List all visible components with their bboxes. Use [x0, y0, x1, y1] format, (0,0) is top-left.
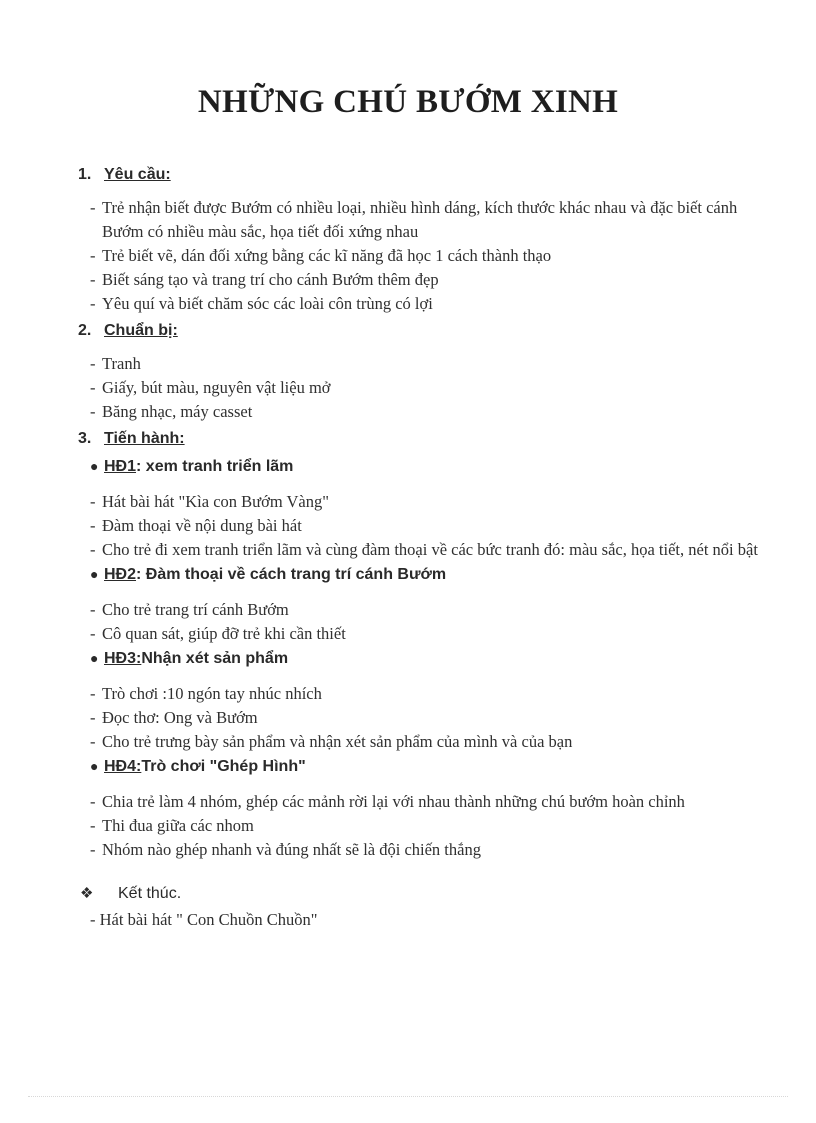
document-title: NHỮNG CHÚ BƯỚM XINH: [197, 84, 619, 120]
list-item: - Biết sáng tạo và trang trí cho cánh Bướm thêm đẹp: [78, 268, 758, 292]
activity-hd1-list: [78, 490, 758, 562]
bullet-icon: ●: [90, 458, 99, 474]
bullet-icon: ●: [90, 566, 99, 582]
list-item: - Cho trẻ đi xem tranh triển lãm và cùng đàm thoại về các bức tranh đó: màu sắc, họa tiết, nét nổi bật: [78, 538, 758, 562]
list-item: - Hát bài hát "Kìa con Bướm Vàng": [78, 490, 758, 514]
activity-code: HĐ4:: [104, 758, 142, 775]
list-item: - Cho trẻ trang trí cánh Bướm: [78, 598, 758, 622]
list-item: - Yêu quí và biết chăm sóc các loài côn trùng có lợi: [78, 292, 758, 316]
list-item: - Chia trẻ làm 4 nhóm, ghép các mảnh rời lại với nhau thành những chú bướm hoàn chỉnh: [78, 790, 758, 814]
section-label: Tiến hành:: [104, 430, 185, 447]
activity-title: Nhận xét sản phẩm: [141, 650, 289, 667]
ending-line: - Hát bài hát " Con Chuồn Chuồn": [90, 910, 318, 929]
section-yeu-cau-list: [78, 196, 758, 316]
list-item: - Đọc thơ: Ong và Bướm: [78, 706, 758, 730]
list-item: - Thi đua giữa các nhom: [78, 814, 758, 838]
activity-hd1-heading: [78, 458, 758, 482]
section-label: Chuẩn bị:: [104, 322, 178, 339]
list-item: - Trẻ nhận biết được Bướm có nhiều loại, nhiều hình dáng, kích thước khác nhau và đặc biết cánh Bướm có nhiều màu sắc, họa tiết đối xứng nhau: [78, 196, 758, 244]
page-bottom-divider: [28, 1096, 788, 1097]
activity-hd4-list: [78, 790, 758, 862]
list-item: - Nhóm nào ghép nhanh và đúng nhất sẽ là đội chiến thắng: [78, 838, 758, 862]
list-item: - Cho trẻ trưng bày sản phẩm và nhận xét sản phẩm của mình và của bạn: [78, 730, 758, 754]
list-item: - Tranh: [78, 352, 758, 376]
activity-hd3-heading: [78, 650, 758, 674]
section-yeu-cau-heading: [78, 166, 758, 190]
activity-title: Trò chơi "Ghép Hình": [141, 758, 306, 775]
activity-hd4-heading: [78, 758, 758, 782]
section-number: 2.: [78, 322, 92, 339]
document-body: [78, 166, 758, 932]
activity-hd3-list: [78, 682, 758, 754]
section-number: 1.: [78, 166, 92, 183]
activity-code: HĐ2: [104, 566, 137, 583]
activity-title: : Đàm thoại về cách trang trí cánh Bướm: [136, 566, 447, 583]
section-label: Yêu cầu:: [104, 166, 171, 183]
list-item: - Trẻ biết vẽ, dán đối xứng bằng các kĩ năng đã học 1 cách thành thạo: [78, 244, 758, 268]
activity-hd2-list: [78, 598, 758, 646]
activity-hd2-heading: [78, 566, 758, 590]
bullet-icon: ●: [90, 758, 99, 774]
bullet-icon: ●: [90, 650, 99, 666]
section-chuan-bi-heading: [78, 322, 758, 346]
section-chuan-bi-list: [78, 352, 758, 424]
list-item: - Trò chơi :10 ngón tay nhúc nhích: [78, 682, 758, 706]
activity-title: : xem tranh triển lãm: [136, 458, 294, 475]
list-item: - Băng nhạc, máy casset: [78, 400, 758, 424]
ending-heading: [78, 884, 758, 908]
section-number: 3.: [78, 430, 92, 447]
diamond-bullet-icon: ❖: [80, 885, 94, 902]
ending-label: Kết thúc.: [118, 885, 182, 902]
list-item: - Giấy, bút màu, nguyên vật liệu mở: [78, 376, 758, 400]
list-item: - Cô quan sát, giúp đỡ trẻ khi cần thiết: [78, 622, 758, 646]
list-item: - Đàm thoại về nội dung bài hát: [78, 514, 758, 538]
section-tien-hanh-heading: [78, 430, 758, 454]
activity-code: HĐ1: [104, 458, 137, 475]
activity-code: HĐ3:: [104, 650, 142, 667]
